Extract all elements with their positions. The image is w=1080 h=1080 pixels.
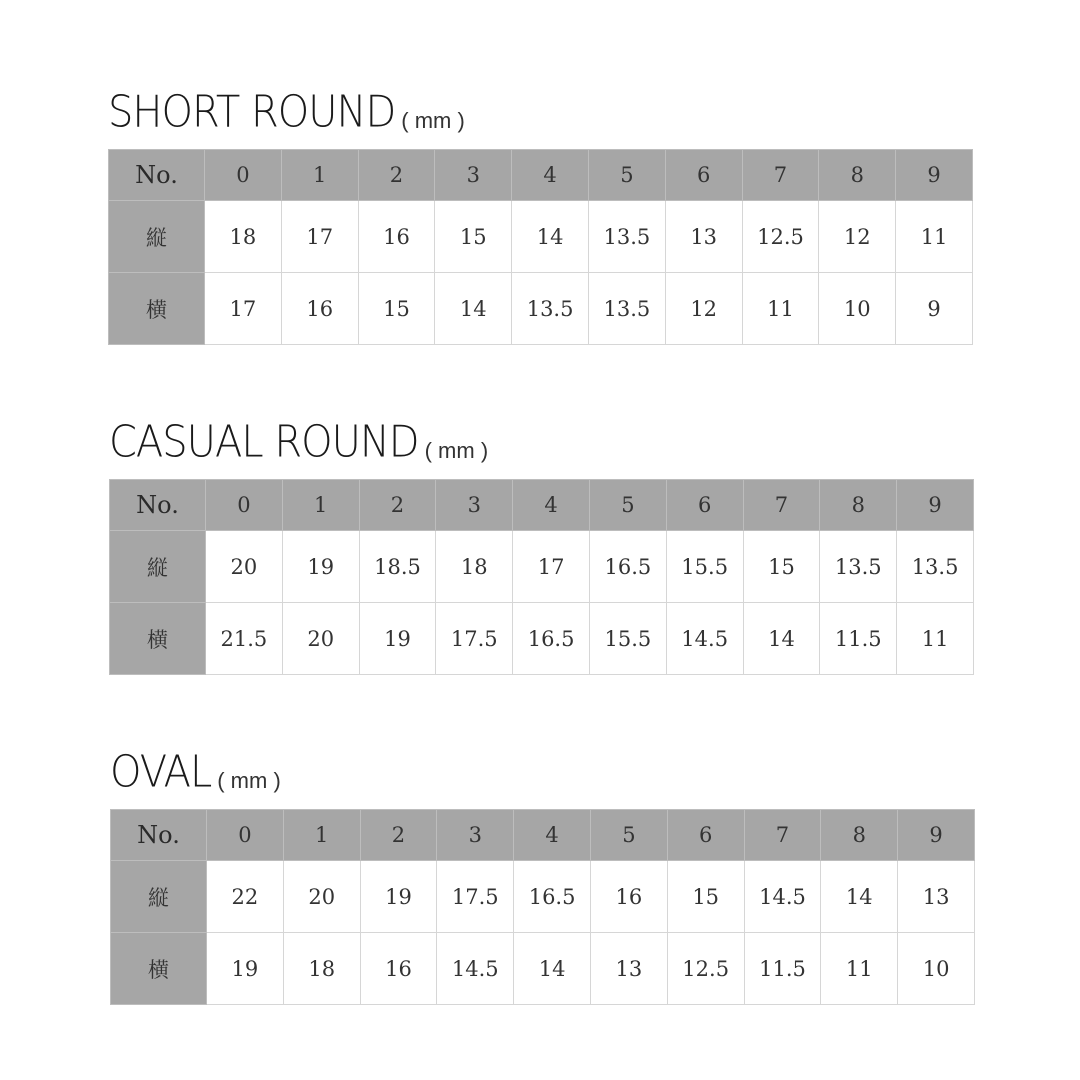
header-row (111, 810, 975, 861)
table-cell: 17 (513, 531, 590, 603)
table-cell: 19 (360, 861, 437, 933)
column-header: 0 (205, 150, 282, 201)
section-title (109, 414, 973, 468)
table-cell: 11 (896, 201, 973, 273)
table-cell: 17 (281, 201, 358, 273)
column-header: 2 (358, 150, 435, 201)
header-row (109, 150, 973, 201)
table-cell: 17.5 (437, 861, 514, 933)
column-header: 8 (819, 150, 896, 201)
table-cell: 15 (358, 273, 435, 345)
header-no-label: No. (109, 150, 205, 201)
table-cell: 19 (359, 603, 436, 675)
table-cell: 15 (667, 861, 744, 933)
column-header: 7 (742, 150, 819, 201)
table-cell: 14 (512, 201, 589, 273)
section-oval (110, 744, 974, 1005)
section-title-text: OVAL (110, 747, 212, 798)
section-title-text: SHORT ROUND (108, 87, 396, 138)
column-header: 9 (896, 150, 973, 201)
row-label-horizontal: 横 (111, 933, 207, 1005)
table-cell: 13 (590, 933, 667, 1005)
table-cell: 16.5 (514, 861, 591, 933)
table-cell: 16 (358, 201, 435, 273)
section-title-text: CASUAL ROUND (109, 417, 419, 468)
table-cell: 18 (205, 201, 282, 273)
size-table (110, 809, 975, 1005)
table-cell: 14 (514, 933, 591, 1005)
column-header: 5 (588, 150, 665, 201)
table-cell: 18 (436, 531, 513, 603)
column-header: 1 (281, 150, 358, 201)
column-header: 6 (667, 810, 744, 861)
size-table (109, 479, 974, 675)
column-header: 2 (360, 810, 437, 861)
column-header: 8 (820, 480, 897, 531)
table-cell: 11 (742, 273, 819, 345)
column-header: 7 (743, 480, 820, 531)
table-cell: 20 (283, 861, 360, 933)
table-cell: 11 (897, 603, 974, 675)
row-label-vertical: 縦 (109, 201, 205, 273)
table-row (109, 201, 973, 273)
column-header: 4 (512, 150, 589, 201)
column-header: 9 (898, 810, 975, 861)
row-label-horizontal: 横 (109, 273, 205, 345)
row-label-horizontal: 横 (110, 603, 206, 675)
table-cell: 13 (898, 861, 975, 933)
column-header: 0 (207, 810, 284, 861)
table-cell: 14 (435, 273, 512, 345)
table-cell: 17.5 (436, 603, 513, 675)
column-header: 3 (435, 150, 512, 201)
table-cell: 13.5 (588, 273, 665, 345)
column-header: 9 (897, 480, 974, 531)
unit-label: ( mm ) (401, 108, 465, 133)
table-cell: 15.5 (666, 531, 743, 603)
table-row (110, 531, 974, 603)
table-cell: 22 (207, 861, 284, 933)
section-title (108, 84, 972, 138)
table-cell: 16 (360, 933, 437, 1005)
table-cell: 10 (898, 933, 975, 1005)
table-cell: 20 (206, 531, 283, 603)
table-cell: 19 (282, 531, 359, 603)
column-header: 1 (282, 480, 359, 531)
section-short-round (108, 84, 972, 345)
section-casual-round (109, 414, 973, 675)
column-header: 3 (436, 480, 513, 531)
table-cell: 14 (743, 603, 820, 675)
table-row (111, 933, 975, 1005)
header-no-label: No. (111, 810, 207, 861)
table-cell: 11 (821, 933, 898, 1005)
unit-label: ( mm ) (217, 768, 281, 793)
table-cell: 15 (743, 531, 820, 603)
table-cell: 10 (819, 273, 896, 345)
table-cell: 19 (207, 933, 284, 1005)
table-cell: 15 (435, 201, 512, 273)
column-header: 1 (283, 810, 360, 861)
table-cell: 18 (283, 933, 360, 1005)
table-cell: 16 (590, 861, 667, 933)
table-cell: 14.5 (666, 603, 743, 675)
table-cell: 20 (282, 603, 359, 675)
table-cell: 13 (665, 201, 742, 273)
column-header: 6 (666, 480, 743, 531)
table-cell: 12 (665, 273, 742, 345)
table-cell: 11.5 (820, 603, 897, 675)
table-cell: 13.5 (897, 531, 974, 603)
table-cell: 17 (205, 273, 282, 345)
column-header: 5 (590, 810, 667, 861)
table-cell: 13.5 (820, 531, 897, 603)
header-no-label: No. (110, 480, 206, 531)
table-cell: 21.5 (206, 603, 283, 675)
table-cell: 13.5 (588, 201, 665, 273)
row-label-vertical: 縦 (110, 531, 206, 603)
table-cell: 9 (896, 273, 973, 345)
row-label-vertical: 縦 (111, 861, 207, 933)
column-header: 2 (359, 480, 436, 531)
column-header: 4 (514, 810, 591, 861)
table-cell: 12 (819, 201, 896, 273)
table-cell: 12.5 (667, 933, 744, 1005)
table-row (109, 273, 973, 345)
size-table (108, 149, 973, 345)
column-header: 8 (821, 810, 898, 861)
column-header: 4 (513, 480, 590, 531)
table-cell: 14.5 (437, 933, 514, 1005)
column-header: 3 (437, 810, 514, 861)
table-cell: 16.5 (589, 531, 666, 603)
column-header: 6 (665, 150, 742, 201)
table-row (110, 603, 974, 675)
table-cell: 14 (821, 861, 898, 933)
section-title (110, 744, 974, 798)
header-row (110, 480, 974, 531)
table-cell: 11.5 (744, 933, 821, 1005)
table-cell: 16 (281, 273, 358, 345)
table-cell: 13.5 (512, 273, 589, 345)
table-cell: 14.5 (744, 861, 821, 933)
table-row (111, 861, 975, 933)
table-cell: 18.5 (359, 531, 436, 603)
column-header: 5 (589, 480, 666, 531)
column-header: 7 (744, 810, 821, 861)
table-cell: 16.5 (513, 603, 590, 675)
table-cell: 15.5 (589, 603, 666, 675)
column-header: 0 (206, 480, 283, 531)
unit-label: ( mm ) (424, 438, 489, 463)
table-cell: 12.5 (742, 201, 819, 273)
